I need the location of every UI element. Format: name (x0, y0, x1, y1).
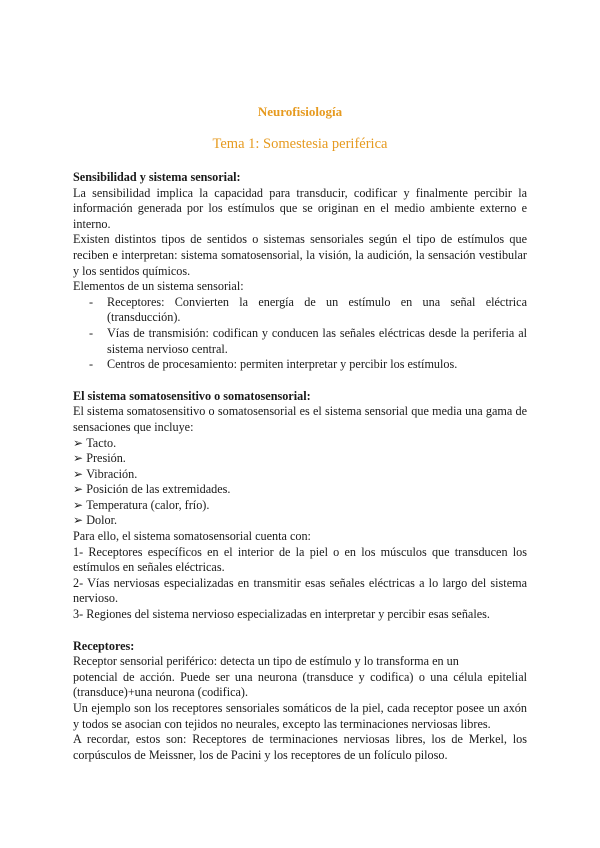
list-item-label: Vibración. (86, 466, 138, 481)
document-subtitle: Tema 1: Somestesia periférica (212, 136, 388, 152)
list-item (73, 436, 527, 452)
arrow-bullet-icon: ➢ (73, 451, 84, 466)
list-item (73, 498, 527, 514)
paragraph: Elementos de un sistema sensorial: (73, 279, 244, 294)
paragraph: El sistema somatosensitivo o somatosensorial es el sistema sensorial que media una gama de sensaciones que incluye: (73, 404, 527, 434)
section-heading-sensibilidad: Sensibilidad y sistema sensorial: (73, 170, 241, 184)
arrow-bullet-icon: ➢ (73, 466, 84, 481)
list-item-label: Dolor. (86, 513, 118, 528)
list-item (73, 467, 527, 483)
paragraph: Existen distintos tipos de sentidos o sistemas sensoriales según el tipo de estímulos que reciben e interpretan: sistema somatosensorial, la visión, la audición, la sensación vestibular y los sentidos químicos. (73, 232, 527, 278)
dash-list (73, 295, 527, 373)
numbered-item: 2- Vías nerviosas especializadas en transmitir esas señales eléctricas a lo largo del sistema nervioso. (73, 575, 527, 606)
paragraph: potencial de acción. Puede ser una neurona (transduce y codifica) o una célula epitelial (transduce)+una neurona (codifica). (73, 669, 527, 700)
list-item: - Centros de procesamiento: permiten interpretar y percibir los estímulos. (73, 357, 527, 373)
paragraph: La sensibilidad implica la capacidad para transducir, codificar y finalmente percibir la información generada por los estímulos que se originan en el medio ambiente externo e interno. (73, 185, 527, 231)
list-item: - Receptores: Convierten la energía de un estímulo en una señal eléctrica (transducción). (73, 295, 527, 326)
document-body (73, 170, 527, 763)
paragraph: A recordar, estos son: Receptores de terminaciones nerviosas libres, los de Merkel, los corpúsculos de Meissner, los de Pacini y los receptores de un folículo piloso. (73, 732, 527, 762)
paragraph: Un ejemplo son los receptores sensoriales somáticos de la piel, cada receptor posee un axón y todos se asocian con tejidos no neurales, excepto las terminaciones nerviosas libres. (73, 701, 527, 731)
list-item (73, 482, 527, 498)
arrow-list (73, 436, 527, 530)
list-item-label: Tacto. (86, 435, 117, 450)
list-item (73, 451, 527, 467)
list-item-label: Temperatura (calor, frío). (86, 497, 210, 512)
list-item (73, 513, 527, 529)
section-heading-somatosensorial: El sistema somatosensitivo o somatosensorial: (73, 388, 311, 403)
arrow-bullet-icon: ➢ (73, 482, 84, 497)
document-title: Neurofisiología (257, 104, 343, 119)
paragraph: Para ello, el sistema somatosensorial cuenta con: (73, 529, 311, 544)
list-item: - Vías de transmisión: codifican y conducen las señales eléctricas desde la periferia al sistema nervioso central. (73, 326, 527, 357)
numbered-item: 3- Regiones del sistema nervioso especializadas en interpretar y percibir esas señales. (73, 607, 490, 622)
paragraph: Receptor sensorial periférico: detecta un tipo de estímulo y lo transforma en un (73, 654, 459, 669)
numbered-item: 1- Receptores específicos en el interior de la piel o en los músculos que transducen los estímulos en señales eléctricas. (73, 544, 527, 575)
list-item-label: Presión. (86, 451, 126, 466)
list-item-label: Posición de las extremidades. (86, 482, 231, 497)
arrow-bullet-icon: ➢ (73, 497, 84, 512)
arrow-bullet-icon: ➢ (73, 435, 84, 450)
arrow-bullet-icon: ➢ (73, 513, 84, 528)
section-heading-receptores: Receptores: (73, 638, 135, 653)
